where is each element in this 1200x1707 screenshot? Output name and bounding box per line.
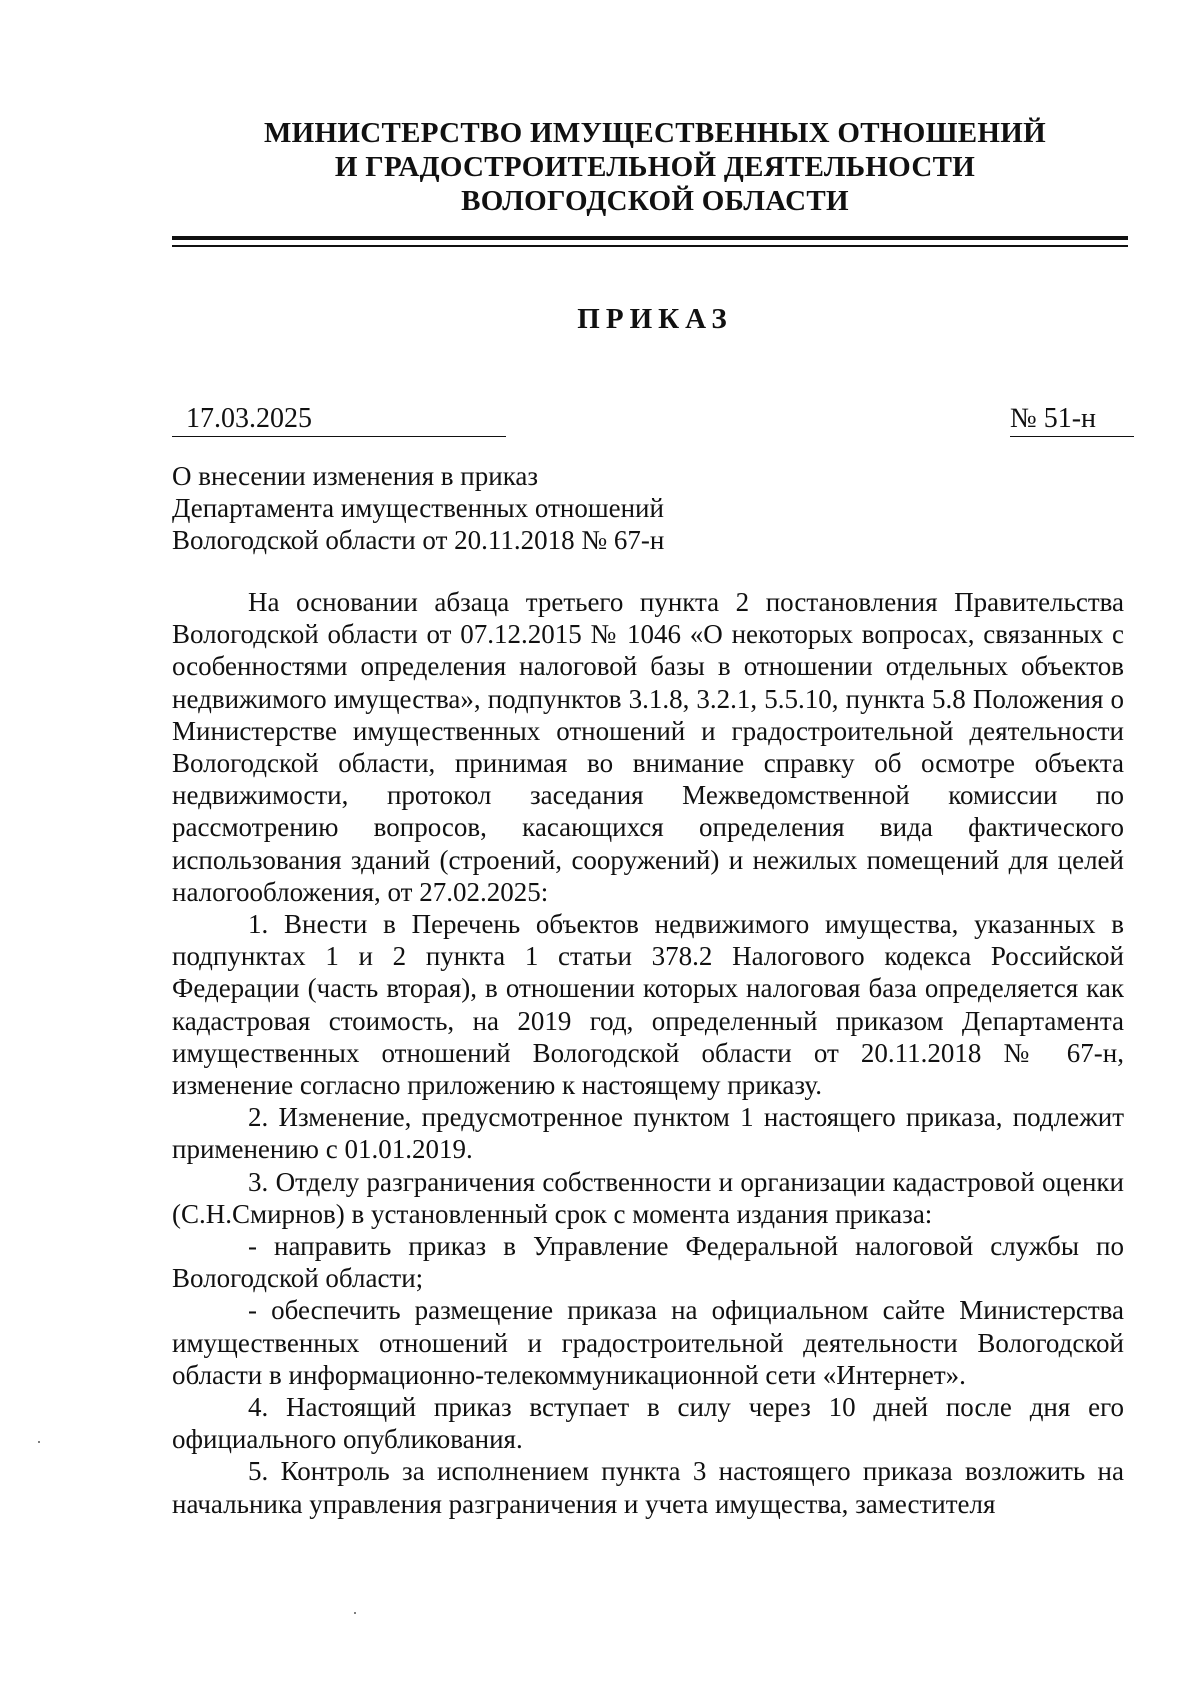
subject-line-3: Вологодской области от 20.11.2018 № 67-н	[172, 525, 665, 555]
document-number: № 51-н	[1010, 402, 1134, 437]
header-divider-thin	[172, 245, 1128, 247]
scan-speck	[354, 1612, 356, 1614]
document-date: 17.03.2025	[172, 402, 506, 437]
preamble-paragraph: На основании абзаца третьего пункта 2 постановления Правительства Вологодской области от 07.12.2015 № 1046 «О некоторых вопросах, связанных с особенностями определения налоговой базы в отношении отдельных объектов недвижимого имущества», подпунктов 3.1.8, 3.2.1, 5.5.10, пункта 5.8 Положения о Министерстве имущественных отношений и градостроительной деятельности Вологодской области, принимая во внимание справку об осмотре объекта недвижимости, протокол заседания Межведомственной комиссии по рассмотрению вопросов, касающихся определения вида фактического использования зданий (строений, сооружений) и нежилых помещений для целей налогообложения, от 27.02.2025:	[172, 587, 1124, 907]
header-divider-thick	[172, 236, 1128, 240]
clause-3-bullet-2: - обеспечить размещение приказа на официальном сайте Министерства имущественных отношений и градостроительной деятельности Вологодской области в информационно-телекоммуникационной сети «Интернет».	[172, 1295, 1124, 1390]
subject-line-2: Департамента имущественных отношений	[172, 493, 664, 523]
clause-4-paragraph: 4. Настоящий приказ вступает в силу через 10 дней после дня его официального опубликования.	[172, 1392, 1124, 1455]
scan-speck	[38, 1441, 40, 1443]
ministry-header-line-1: МИНИСТЕРСТВО ИМУЩЕСТВЕННЫХ ОТНОШЕНИЙ	[263, 117, 1046, 149]
document-type-title: ПРИКАЗ	[577, 303, 733, 335]
clause-5-paragraph: 5. Контроль за исполнением пункта 3 настоящего приказа возложить на начальника управления разграничения и учета имущества, заместителя	[172, 1456, 1124, 1519]
subject-line-1: О внесении изменения в приказ	[172, 461, 539, 491]
document-body	[172, 586, 1124, 1520]
clause-2-paragraph: 2. Изменение, предусмотренное пунктом 1 настоящего приказа, подлежит применению с 01.01.2019.	[172, 1102, 1124, 1165]
clause-1-paragraph: 1. Внести в Перечень объектов недвижимого имущества, указанных в подпунктах 1 и 2 пункта 1 статьи 378.2 Налогового кодекса Российской Федерации (часть вторая), в отношении которых налоговая база определяется как кадастровая стоимость, на 2019 год, определенный приказом Департамента имущественных отношений Вологодской области от 20.11.2018 № 67-н, изменение согласно приложению к настоящему приказу.	[172, 909, 1124, 1101]
ministry-header	[170, 116, 1140, 218]
ministry-header-line-2: И ГРАДОСТРОИТЕЛЬНОЙ ДЕЯТЕЛЬНОСТИ	[334, 151, 976, 183]
clause-3-bullet-1: - направить приказ в Управление Федеральной налоговой службы по Вологодской области;	[172, 1231, 1124, 1294]
clause-3-paragraph: 3. Отделу разграничения собственности и организации кадастровой оценки (С.Н.Смирнов) в установленный срок с момента издания приказа:	[172, 1166, 1124, 1229]
document-subject	[172, 460, 664, 556]
ministry-header-line-3: ВОЛОГОДСКОЙ ОБЛАСТИ	[461, 185, 849, 217]
